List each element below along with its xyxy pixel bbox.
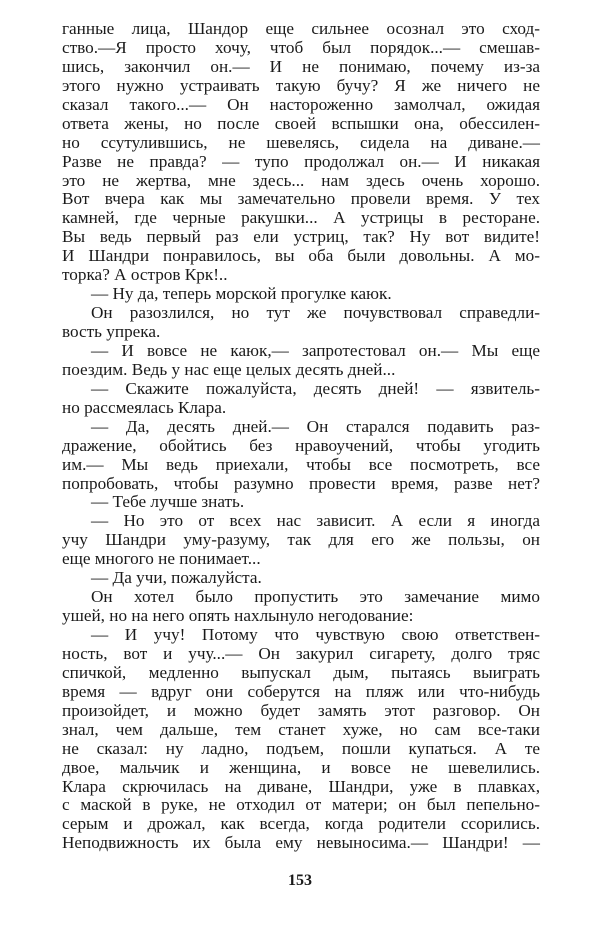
text-line: серым и дрожал, как всегда, когда родители ссорились.: [62, 814, 540, 834]
text-line: шись, закончил он.— И не понимаю, почему из-за: [62, 56, 540, 76]
text-line: сказал такого...— Он настороженно замолчал, ожидая: [62, 94, 540, 114]
text-line: дражение, обойтись без нравоучений, чтобы угодить: [62, 435, 540, 455]
text-line: время — вдруг они соберутся на пляж или что-нибудь: [62, 681, 540, 701]
text-line: с маской в руке, не отходил от матери; он был пепельно-: [62, 795, 540, 815]
page-body-text: [62, 20, 540, 853]
text-line: ганные лица, Шандор еще сильнее осознал это сход-: [62, 19, 540, 38]
text-line: — Тебе лучше знать.: [91, 492, 245, 512]
text-line: но ссутулившись, не шевелясь, сидела на диване.—: [62, 132, 540, 152]
text-line: И Шандри понравилось, вы оба были довольны. А мо-: [62, 246, 540, 266]
text-line: двое, мальчик и женщина, и вовсе не шевелились.: [62, 757, 540, 777]
text-line: но рассмеялась Клара.: [62, 397, 227, 417]
text-line: — Ну да, теперь морской прогулке каюк.: [91, 284, 392, 304]
text-line: не сказал: ну ладно, подъем, пошли купаться. А те: [62, 738, 540, 758]
text-line: — И учу! Потому что чувствую свою ответствен-: [91, 625, 540, 644]
text-line: Клара скрючилась на диване, Шандри, уже в плавках,: [62, 776, 540, 796]
text-line: Неподвижность их была ему невыносима.— Шандри! —: [62, 833, 540, 853]
text-line: ство.—Я просто хочу, чтоб был порядок...— смешав-: [62, 37, 540, 57]
text-line: торка? А остров Крк!..: [62, 265, 228, 285]
text-line: Разве не правда? — тупо продолжал он.— И никакая: [62, 151, 540, 171]
text-line: — И вовсе не каюк,— запротестовал он.— Мы еще: [91, 340, 540, 360]
text-line: ушей, но на него опять нахлынуло негодование:: [62, 606, 414, 626]
text-line: ность, вот и учу...— Он закурил сигарету, долго тряс: [62, 643, 540, 663]
text-line: ответа жены, но после своей вспышки она, обессилен-: [62, 113, 540, 133]
text-line: поездим. Ведь у нас еще целых десять дней...: [62, 359, 396, 379]
text-line: учу Шандри уму-разуму, так для его же пользы, он: [62, 530, 540, 550]
text-line: камней, где черные ракушки... А устрицы в ресторане.: [62, 208, 540, 228]
text-line: еще многого не понимает...: [62, 549, 261, 569]
text-line: — Да, десять дней.— Он старался подавить раз-: [91, 416, 540, 436]
text-line: — Но это от всех нас зависит. А если я иногда: [91, 511, 540, 531]
text-line: — Да учи, пожалуйста.: [91, 568, 262, 588]
text-line: произойдет, и можно будет замять этот разговор. Он: [62, 700, 540, 720]
text-line: спичкой, медленно выпускал дым, пытаясь выиграть: [62, 662, 540, 682]
text-line: Он хотел было пропустить это замечание мимо: [91, 587, 540, 607]
text-line: знал, чем дальше, тем станет хуже, но сам все-таки: [62, 719, 540, 739]
text-line: вость упрека.: [62, 322, 161, 341]
text-line: этого нужно устраивать такую бучу? Я же ничего не: [62, 75, 540, 95]
text-line: им.— Мы ведь приехали, чтобы все посмотреть, все: [62, 454, 540, 474]
text-line: это не жертва, мне здесь... нам здесь очень хорошо.: [62, 170, 540, 190]
text-line: — Скажите пожалуйста, десять дней! — язвитель-: [91, 378, 540, 398]
text-line: Вот вчера как мы замечательно провели время. У тех: [62, 189, 540, 209]
text-line: Он разозлился, но тут же почувствовал справедли-: [91, 303, 540, 323]
text-line: попробовать, чтобы разумно провести время, разве нет?: [62, 473, 540, 493]
text-line: Вы ведь первый раз ели устриц, так? Ну вот видите!: [62, 227, 540, 247]
page-number: 153: [288, 872, 312, 889]
